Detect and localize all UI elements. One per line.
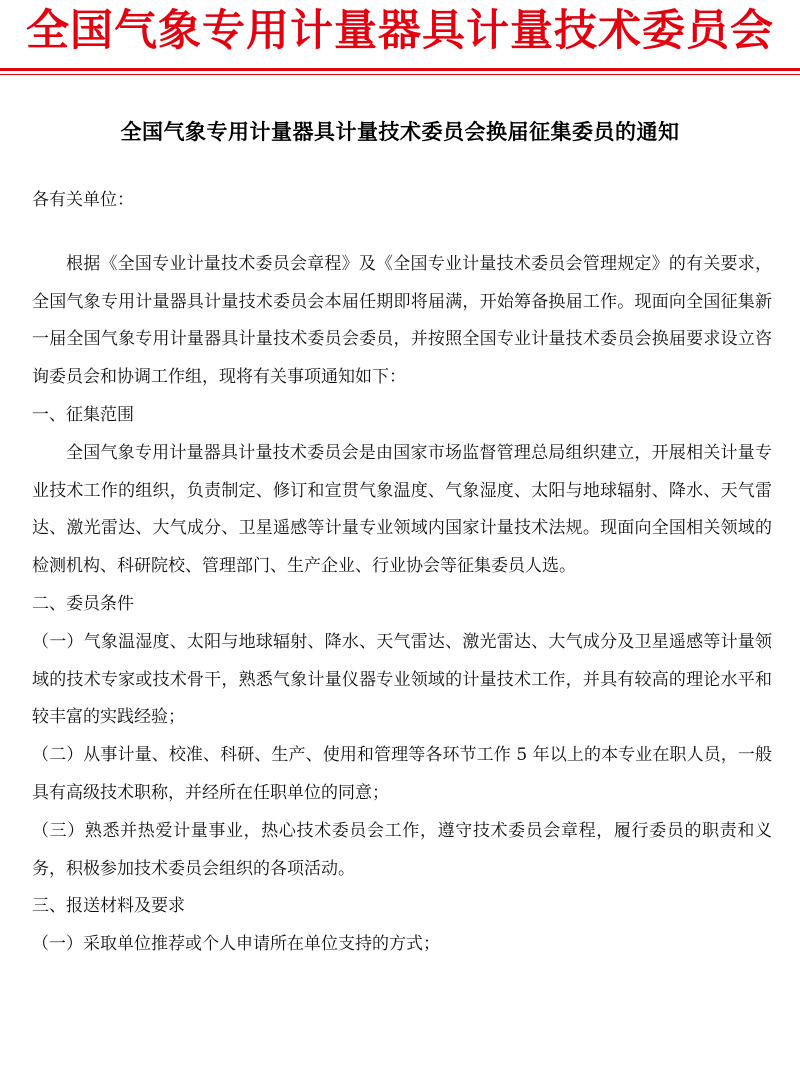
- condition-item-3: （三）熟悉并热爱计量事业，热心技术委员会工作，遵守技术委员会章程，履行委员的职责和义务，积极参加技术委员会组织的各项活动。: [32, 820, 772, 879]
- document-title: 全国气象专用计量器具计量技术委员会换届征集委员的通知: [120, 120, 680, 144]
- letterhead-rule-thin: [0, 74, 800, 75]
- paragraph-intro: 根据《全国专业计量技术委员会章程》及《全国专业计量技术委员会管理规定》的有关要求，全国气象专用计量器具计量技术委员会本届任期即将届满，开始筹备换届工作。现面向全国征集新一届全国气象专用计量器具计量技术委员会委员，并按照全国专业计量技术委员会换届要求设立咨询委员会和协调工作组，现将有关事项通知如下：: [32, 253, 772, 388]
- document-body: [32, 182, 772, 964]
- letterhead-rule-thick: [0, 68, 800, 71]
- condition-item-2: （二）从事计量、校准、科研、生产、使用和管理等各环节工作 5 年以上的本专业在职人员，一般具有高级技术职称，并经所在任职单位的同意；: [32, 745, 772, 803]
- materials-item-1: （一）采取单位推荐或个人申请所在单位支持的方式；: [32, 934, 440, 955]
- section-heading-materials: 三、报送材料及要求: [32, 896, 185, 917]
- condition-item-1: （一）气象温湿度、太阳与地球辐射、降水、天气雷达、激光雷达、大气成分及卫星遥感等计量领域的技术专家或技术骨干，熟悉气象计量仪器专业领域的计量技术工作，并具有较高的理论水平和较丰富的实践经验；: [32, 631, 772, 728]
- letterhead-org-name: 全国气象专用计量器具计量技术委员会: [26, 6, 774, 56]
- greeting: 各有关单位：: [32, 190, 134, 210]
- paragraph-scope: 全国气象专用计量器具计量技术委员会是由国家市场监督管理总局组织建立，开展相关计量专业技术工作的组织，负责制定、修订和宣贯气象温度、气象湿度、太阳与地球辐射、降水、天气雷达、激光雷达、大气成分、卫星遥感等计量专业领域内国家计量技术法规。现面向全国相关领域的检测机构、科研院校、管理部门、生产企业、行业协会等征集委员人选。: [32, 442, 772, 577]
- section-heading-conditions: 二、委员条件: [32, 593, 134, 614]
- section-heading-scope: 一、征集范围: [32, 404, 134, 425]
